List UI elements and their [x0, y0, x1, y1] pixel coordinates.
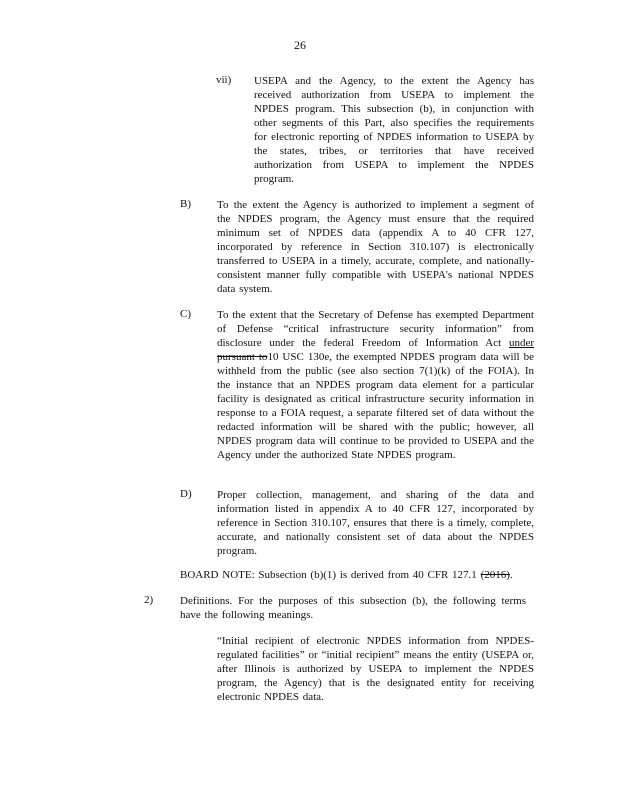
definition-text: “Initial recipient of electronic NPDES information from NPDES-regulated facilities” or “initial recipient” means the entity (USEPA or, after Illinois is authorized by USEPA to implement the NPDES program, the Agency) that is the designated entity for receiving electronic NPDES data.: [217, 635, 534, 703]
item-d-marker: D): [180, 488, 192, 500]
item-c-text-before: To the extent that the Secretary of Defense has exempted Department of Defense “critical infrastructure security information” from disclosure under the federal Freedom of Information Act: [217, 309, 534, 349]
board-note-deleted: (2016): [480, 569, 510, 581]
item-vii-text: USEPA and the Agency, to the extent the Agency has received authorization from USEPA to implement the NPDES program. This subsection (b), in conjunction with other segments of this Part, also specifies the requirements for electronic reporting of NPDES information to USEPA by the states, tribes, or territories that have received authorization from USEPA to implement the NPDES program.: [254, 75, 534, 185]
item-c-text-after: 10 USC 130e, the exempted NPDES program data will be withheld from the public (see also section 7(1)(k) of the FOIA). In the instance that an NPDES program data element for a particular facility is designated as critical infrastructure security information in response to a FOIA request, a separate filtered set of data without the redacted information will be shared with the public; however, all NPDES program data will continue to be provided to USEPA and the Agency under the authorized State NPDES program.: [217, 351, 534, 461]
page-number: 26: [294, 38, 306, 52]
item-vii-marker: vii): [216, 74, 232, 86]
item-c-marker: C): [180, 308, 191, 320]
inserted-text: under: [508, 337, 534, 349]
board-note-end: .: [509, 569, 513, 581]
deleted-text: pursuant to: [217, 351, 268, 363]
board-note: [180, 568, 540, 582]
section-2-marker: 2): [144, 594, 154, 606]
item-b-text: To the extent the Agency is authorized to implement a segment of the NPDES program, the Agency must ensure that the required minimum set of NPDES data (appendix A to 40 CFR 127, incorporated by reference in Section 310.107) is electronically transferred to USEPA in a timely, accurate, complete, and nationally-consistent manner fully compatible with USEPA's national NPDES data system.: [217, 199, 534, 295]
item-b-marker: B): [180, 198, 191, 210]
item-c-text: [217, 308, 534, 462]
section-2-text: Definitions. For the purposes of this subsection (b), the following terms have the following meanings.: [180, 595, 526, 621]
item-d-text: Proper collection, management, and sharing of the data and information listed in appendix A to 40 CFR 127, incorporated by reference in Section 310.107, ensures that there is a timely, complete, accurate, and nationally consistent set of data about the NPDES program.: [217, 489, 534, 557]
board-note-text: BOARD NOTE: Subsection (b)(1) is derived from 40 CFR 127.1: [180, 569, 481, 581]
